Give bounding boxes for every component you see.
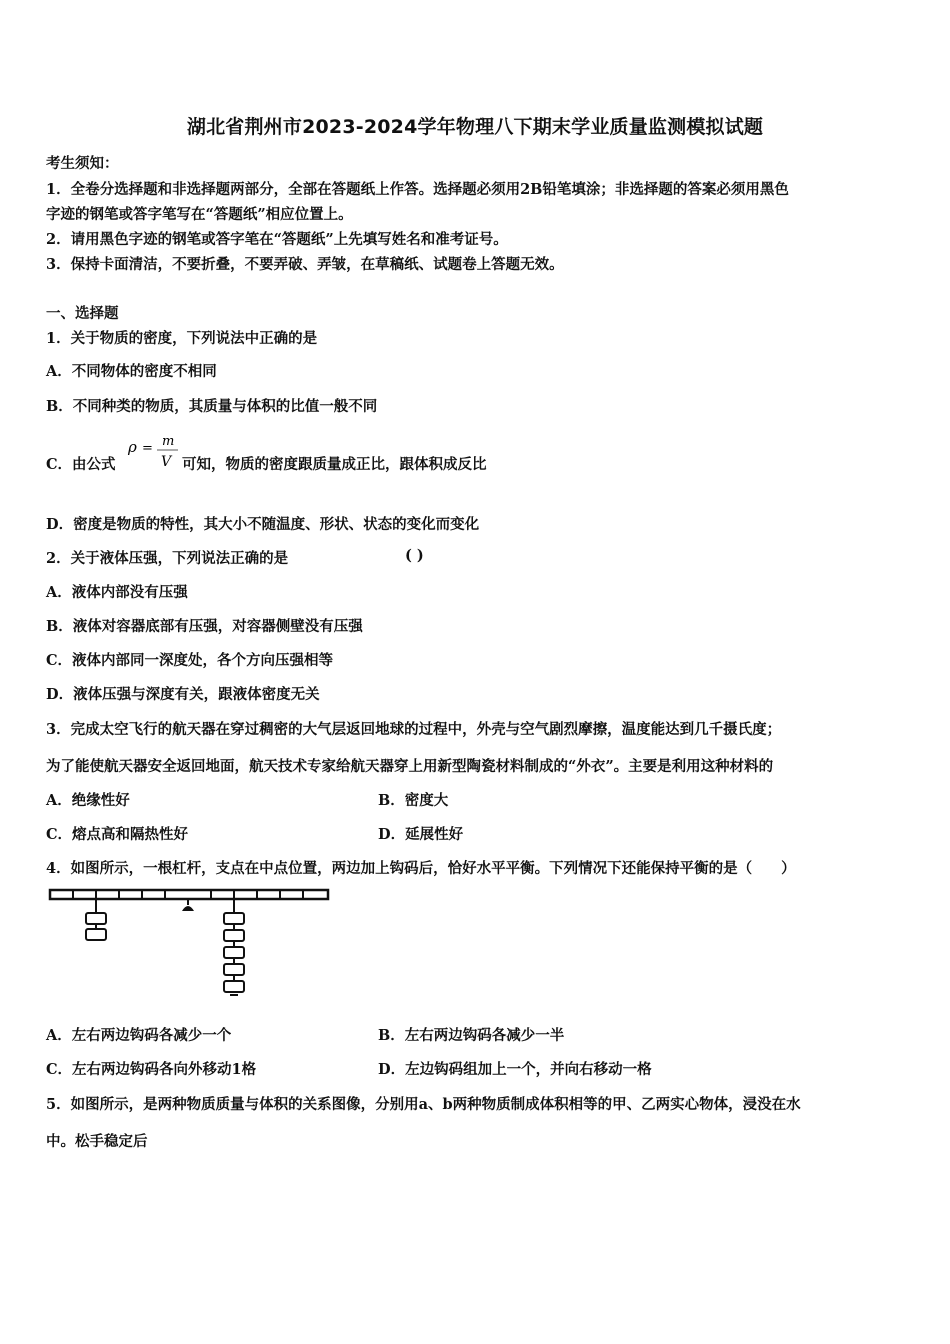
q2-option-c[interactable]: C．液体内部同一深度处，各个方向压强相等 [46,652,334,669]
notice-item-3: 3．保持卡面清洁，不要折叠，不要弄破、弄皱，在草稿纸、试题卷上答题无效。 [46,256,564,273]
q3-stem-line-1: 3．完成太空飞行的航天器在穿过稠密的大气层返回地球的过程中，外壳与空气剧烈摩擦，温度能达到几千摄氏度； [46,721,782,738]
left-weight-stack [86,899,106,940]
q3-option-c[interactable]: C．熔点高和隔热性好 [46,826,189,843]
formula-rho: ρ [128,438,137,456]
q4-option-c[interactable]: C．左右两边钩码各向外移动1格 [46,1061,257,1078]
fulcrum [182,899,194,911]
q1-option-c-suffix[interactable]: 可知，物质的密度跟质量成正比，跟体积成反比 [182,456,487,473]
q4-stem: 4．如图所示，一根杠杆，支点在中点位置，两边加上钩码后，恰好水平平衡。下列情况下还能保持平衡的是（ ） [46,860,796,877]
section-heading: 一、选择题 [46,305,119,322]
q3-option-a[interactable]: A．绝缘性好 [46,792,130,809]
lever-bar [50,890,328,899]
notice-heading: 考生须知： [46,155,119,172]
q4-option-b[interactable]: B．左右两边钩码各减少一半 [378,1027,565,1044]
q1-stem: 1．关于物质的密度，下列说法中正确的是 [46,330,318,347]
q3-option-b[interactable]: B．密度大 [378,792,449,809]
formula-equals: = [142,441,153,456]
q1-option-c-prefix[interactable]: C．由公式 [46,456,116,473]
q2-stem: 2．关于液体压强，下列说法正确的是 [46,550,289,567]
q2-option-d[interactable]: D．液体压强与深度有关，跟液体密度无关 [46,686,320,703]
page-title: 湖北省荆州市2023-2024学年物理八下期末学业质量监测模拟试题 [186,116,764,138]
formula-numerator: m [162,434,175,449]
density-formula [126,430,186,474]
q4-option-d[interactable]: D．左边钩码组加上一个，并向右移动一格 [378,1061,652,1078]
q1-option-b[interactable]: B．不同种类的物质，其质量与体积的比值一般不同 [46,398,378,415]
q4-option-a[interactable]: A．左右两边钩码各减少一个 [46,1027,232,1044]
q3-stem-line-2: 为了能使航天器安全返回地面，航天技术专家给航天器穿上用新型陶瓷材料制成的“外衣”。主要是利用这种材料的 [46,758,774,775]
q2-answer-bracket: ( ) [405,547,424,564]
formula-denominator: V [161,454,172,470]
q2-option-a[interactable]: A．液体内部没有压强 [46,584,188,601]
q2-option-b[interactable]: B．液体对容器底部有压强，对容器侧壁没有压强 [46,618,363,635]
q1-option-a[interactable]: A．不同物体的密度不相同 [46,363,217,380]
notice-item-2: 2．请用黑色字迹的钢笔或答字笔在“答题纸”上先填写姓名和准考证号。 [46,231,508,248]
lever-figure [46,885,336,1005]
q3-option-d[interactable]: D．延展性好 [378,826,464,843]
q1-option-d[interactable]: D．密度是物质的特性，其大小不随温度、形状、状态的变化而变化 [46,516,480,533]
notice-item-1-cont: 字迹的钢笔或答字笔写在“答题纸”相应位置上。 [46,206,353,223]
q5-stem-line-2: 中。松手稳定后 [46,1133,148,1150]
notice-item-1: 1．全卷分选择题和非选择题两部分，全部在答题纸上作答。选择题必须用2B铅笔填涂；非选择题的答案必须用黑色 [46,181,789,198]
q5-stem-line-1: 5．如图所示，是两种物质质量与体积的关系图像，分别用a、b两种物质制成体积相等的甲、乙两实心物体，浸没在水 [46,1096,801,1113]
right-weight-stack [224,899,244,995]
